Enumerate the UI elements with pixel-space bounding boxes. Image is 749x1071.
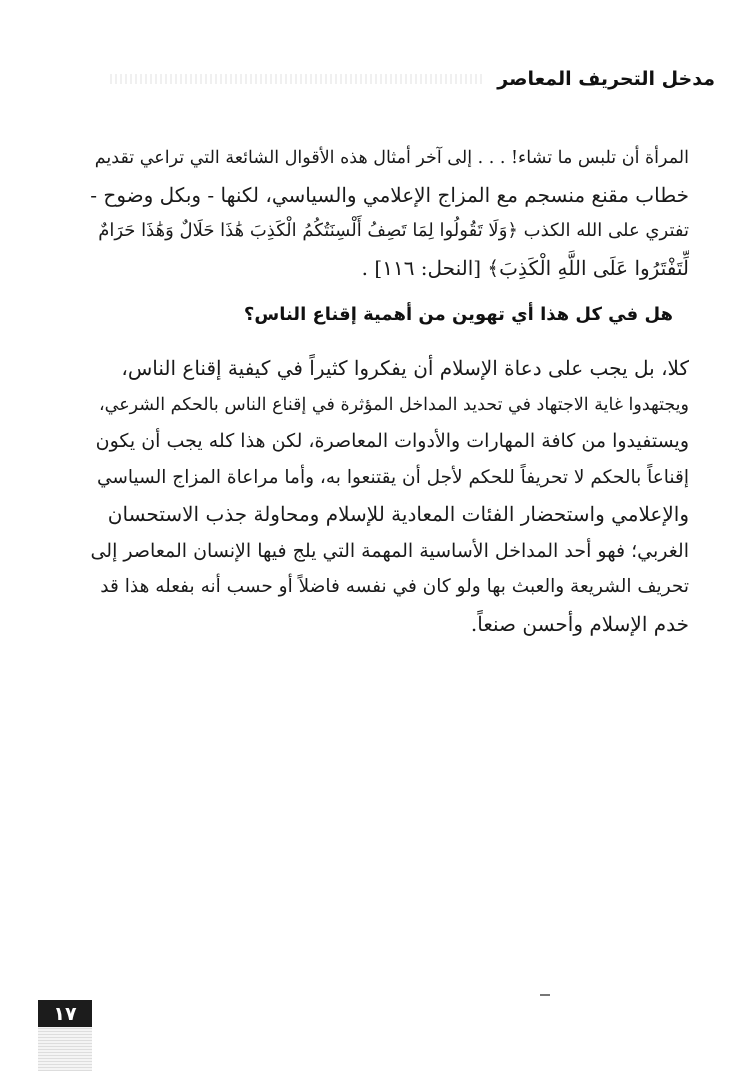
paragraph-line: تفتري على الله الكذب ﴿وَلَا تَقُولُوا لِمَا تَصِفُ أَلْسِنَتُكُمُ الْكَذِبَ هَٰذَا حَلَالٌ وَهَٰذَا حَرَامٌ: [98, 220, 689, 241]
paragraph-line: خطاب مقنع منسجم مع المزاج الإعلامي والسياسي، لكنها - وبكل وضوح -: [90, 182, 689, 207]
print-mark: [540, 994, 550, 996]
paragraph-line: كلا، بل يجب على دعاة الإسلام أن يفكروا كثيراً في كيفية إقناع الناس،: [121, 356, 689, 380]
page-number-ornament: [38, 1027, 92, 1071]
paragraph-line: ويجتهدوا غاية الاجتهاد في تحديد المداخل المؤثرة في إقناع الناس بالحكم الشرعي،: [98, 394, 689, 415]
question-heading: هل في كل هذا أي تهوين من أهمية إقناع الناس؟: [243, 304, 673, 325]
paragraph-1: [88, 140, 689, 286]
paragraph-line: لِّتَفْتَرُوا عَلَى اللَّهِ الْكَذِبَ﴾ [النحل: ١١٦] .: [361, 255, 689, 280]
paragraph-line: والإعلامي واستحضار الفئات المعادية للإسلام ومحاولة جذب الاستحسان: [107, 502, 689, 526]
page-number: ١٧: [38, 1000, 92, 1027]
running-header: [110, 62, 715, 96]
header-ornament: [110, 74, 483, 84]
paragraph-line: الغربي؛ فهو أحد المداخل الأساسية المهمة التي يلج فيها الإنسان المعاصر إلى: [90, 539, 689, 562]
paragraph-line: تحريف الشريعة والعبث بها ولو كان في نفسه فاضلاً أو حسب أنه بفعله هذا قد: [100, 576, 689, 597]
paragraph-line: إقناعاً بالحكم لا تحريفاً للحكم لأجل أن يقتنعوا به، وأما مراعاة المزاج السياسي: [96, 466, 689, 488]
paragraph-line: خدم الإسلام وأحسن صنعاً.: [470, 611, 689, 636]
running-title: مدخل التحريف المعاصر: [497, 68, 715, 90]
paragraph-line: ويستفيدوا من كافة المهارات والأدوات المعاصرة، لكن هذا كله يجب أن يكون: [95, 430, 689, 452]
paragraph-line: المرأة أن تلبس ما تشاء! . . . إلى آخر أمثال هذه الأقوال الشائعة التي تراعي تقديم: [94, 148, 689, 168]
paragraph-2: [88, 350, 689, 642]
